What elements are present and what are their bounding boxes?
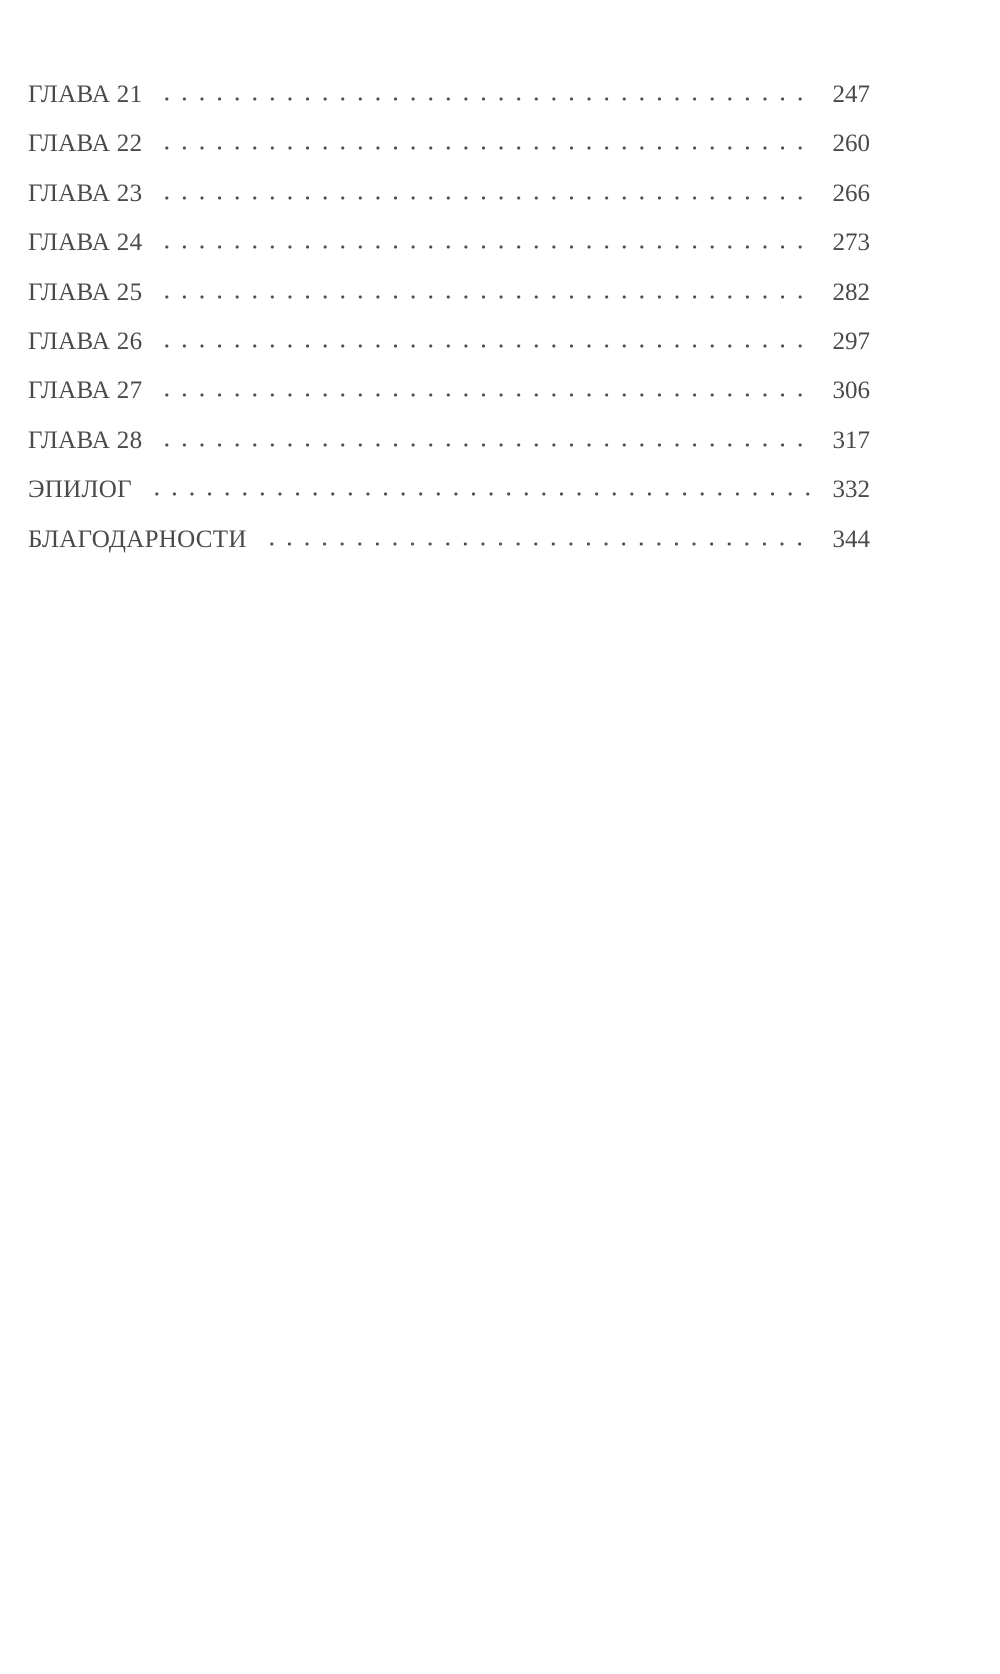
dot-leader — [156, 341, 814, 349]
toc-entry-label: ГЛАВА 21 — [28, 81, 143, 108]
toc-entry-page: 247 — [832, 81, 870, 108]
dot-leader — [156, 390, 814, 398]
toc-entry-label: БЛАГОДАРНОСТИ — [28, 525, 247, 553]
dot-leader — [261, 539, 814, 547]
toc-entry-label: ГЛАВА 23 — [28, 179, 143, 207]
toc-entry-page: 344 — [832, 525, 870, 553]
dot-leader — [156, 193, 814, 201]
toc-entry — [28, 230, 870, 279]
toc-entry-label: ГЛАВА 25 — [28, 278, 143, 306]
toc-entry-page: 332 — [832, 476, 870, 504]
toc-entry-label: ГЛАВА 27 — [28, 377, 143, 405]
toc-entry — [28, 181, 870, 230]
toc-entry-page: 273 — [832, 229, 870, 257]
toc-entry-label: ГЛАВА 22 — [28, 130, 143, 158]
dot-leader — [146, 489, 814, 497]
toc-entry-page: 306 — [832, 377, 870, 405]
toc-entry-page: 282 — [832, 278, 870, 306]
toc-entry — [28, 527, 870, 576]
dot-leader — [156, 143, 814, 151]
toc-entry-label: ГЛАВА 26 — [28, 327, 143, 355]
toc-entry-label: ЭПИЛОГ — [28, 476, 132, 504]
dot-leader — [156, 440, 814, 448]
toc-entry — [28, 477, 870, 526]
toc-entry — [28, 428, 870, 477]
dot-leader — [156, 94, 814, 102]
toc-entry — [28, 378, 870, 427]
toc-entry-label: ГЛАВА 24 — [28, 229, 143, 257]
toc-entry-page: 260 — [832, 130, 870, 158]
toc-entry-page: 297 — [832, 327, 870, 355]
toc-entry — [28, 280, 870, 329]
dot-leader — [156, 242, 814, 250]
toc-entry-page: 317 — [832, 426, 870, 454]
toc-entry — [28, 82, 870, 131]
toc-entry — [28, 131, 870, 180]
toc-entry-label: ГЛАВА 28 — [28, 426, 143, 454]
toc-entry-page: 266 — [832, 179, 870, 207]
toc-entry — [28, 329, 870, 378]
dot-leader — [156, 292, 814, 300]
